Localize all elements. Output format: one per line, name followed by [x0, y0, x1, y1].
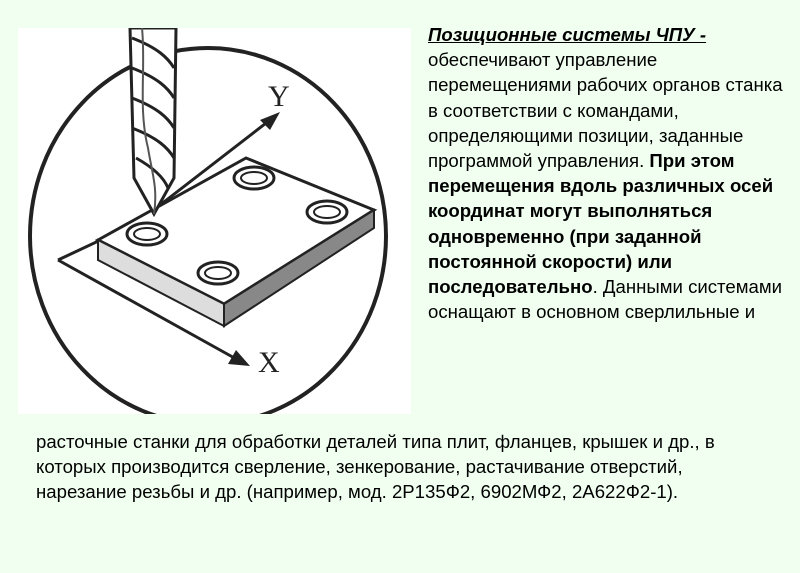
- description-part2: . Данными системами оснащают в основном сверлильные и: [428, 276, 782, 323]
- section-heading: Позиционные системы ЧПУ -: [428, 24, 707, 45]
- axis-x-label: X: [258, 346, 280, 379]
- description-text: [428, 22, 788, 324]
- hole-icon: [127, 223, 167, 245]
- description-part1: обеспечивают управление перемещениями рабочих органов станка в соответствии с командами, определяющими позиции, заданные программой управления.: [428, 49, 783, 172]
- hole-icon: [234, 167, 274, 189]
- drilling-diagram: [18, 28, 411, 414]
- description-bold: При этом перемещения вдоль различных осей координат могут выполняться одновременно (при заданной постоянной скорости) или последовательно: [428, 150, 774, 298]
- axis-y-label: Y: [268, 80, 290, 113]
- drill-bit-icon: [130, 28, 176, 214]
- drilling-diagram-svg: [18, 28, 411, 414]
- hole-icon: [198, 262, 238, 284]
- description-continued: расточные станки для обработки деталей типа плит, фланцев, крышек и др., в которых производится сверление, зенкерование, растачивание отверстий, нарезание резьбы и др. (например, мод. 2Р135Ф2, 6902МФ2, 2А622Ф2-1).: [36, 431, 715, 503]
- axis-x-arrow-icon: [228, 350, 250, 366]
- hole-icon: [307, 201, 347, 223]
